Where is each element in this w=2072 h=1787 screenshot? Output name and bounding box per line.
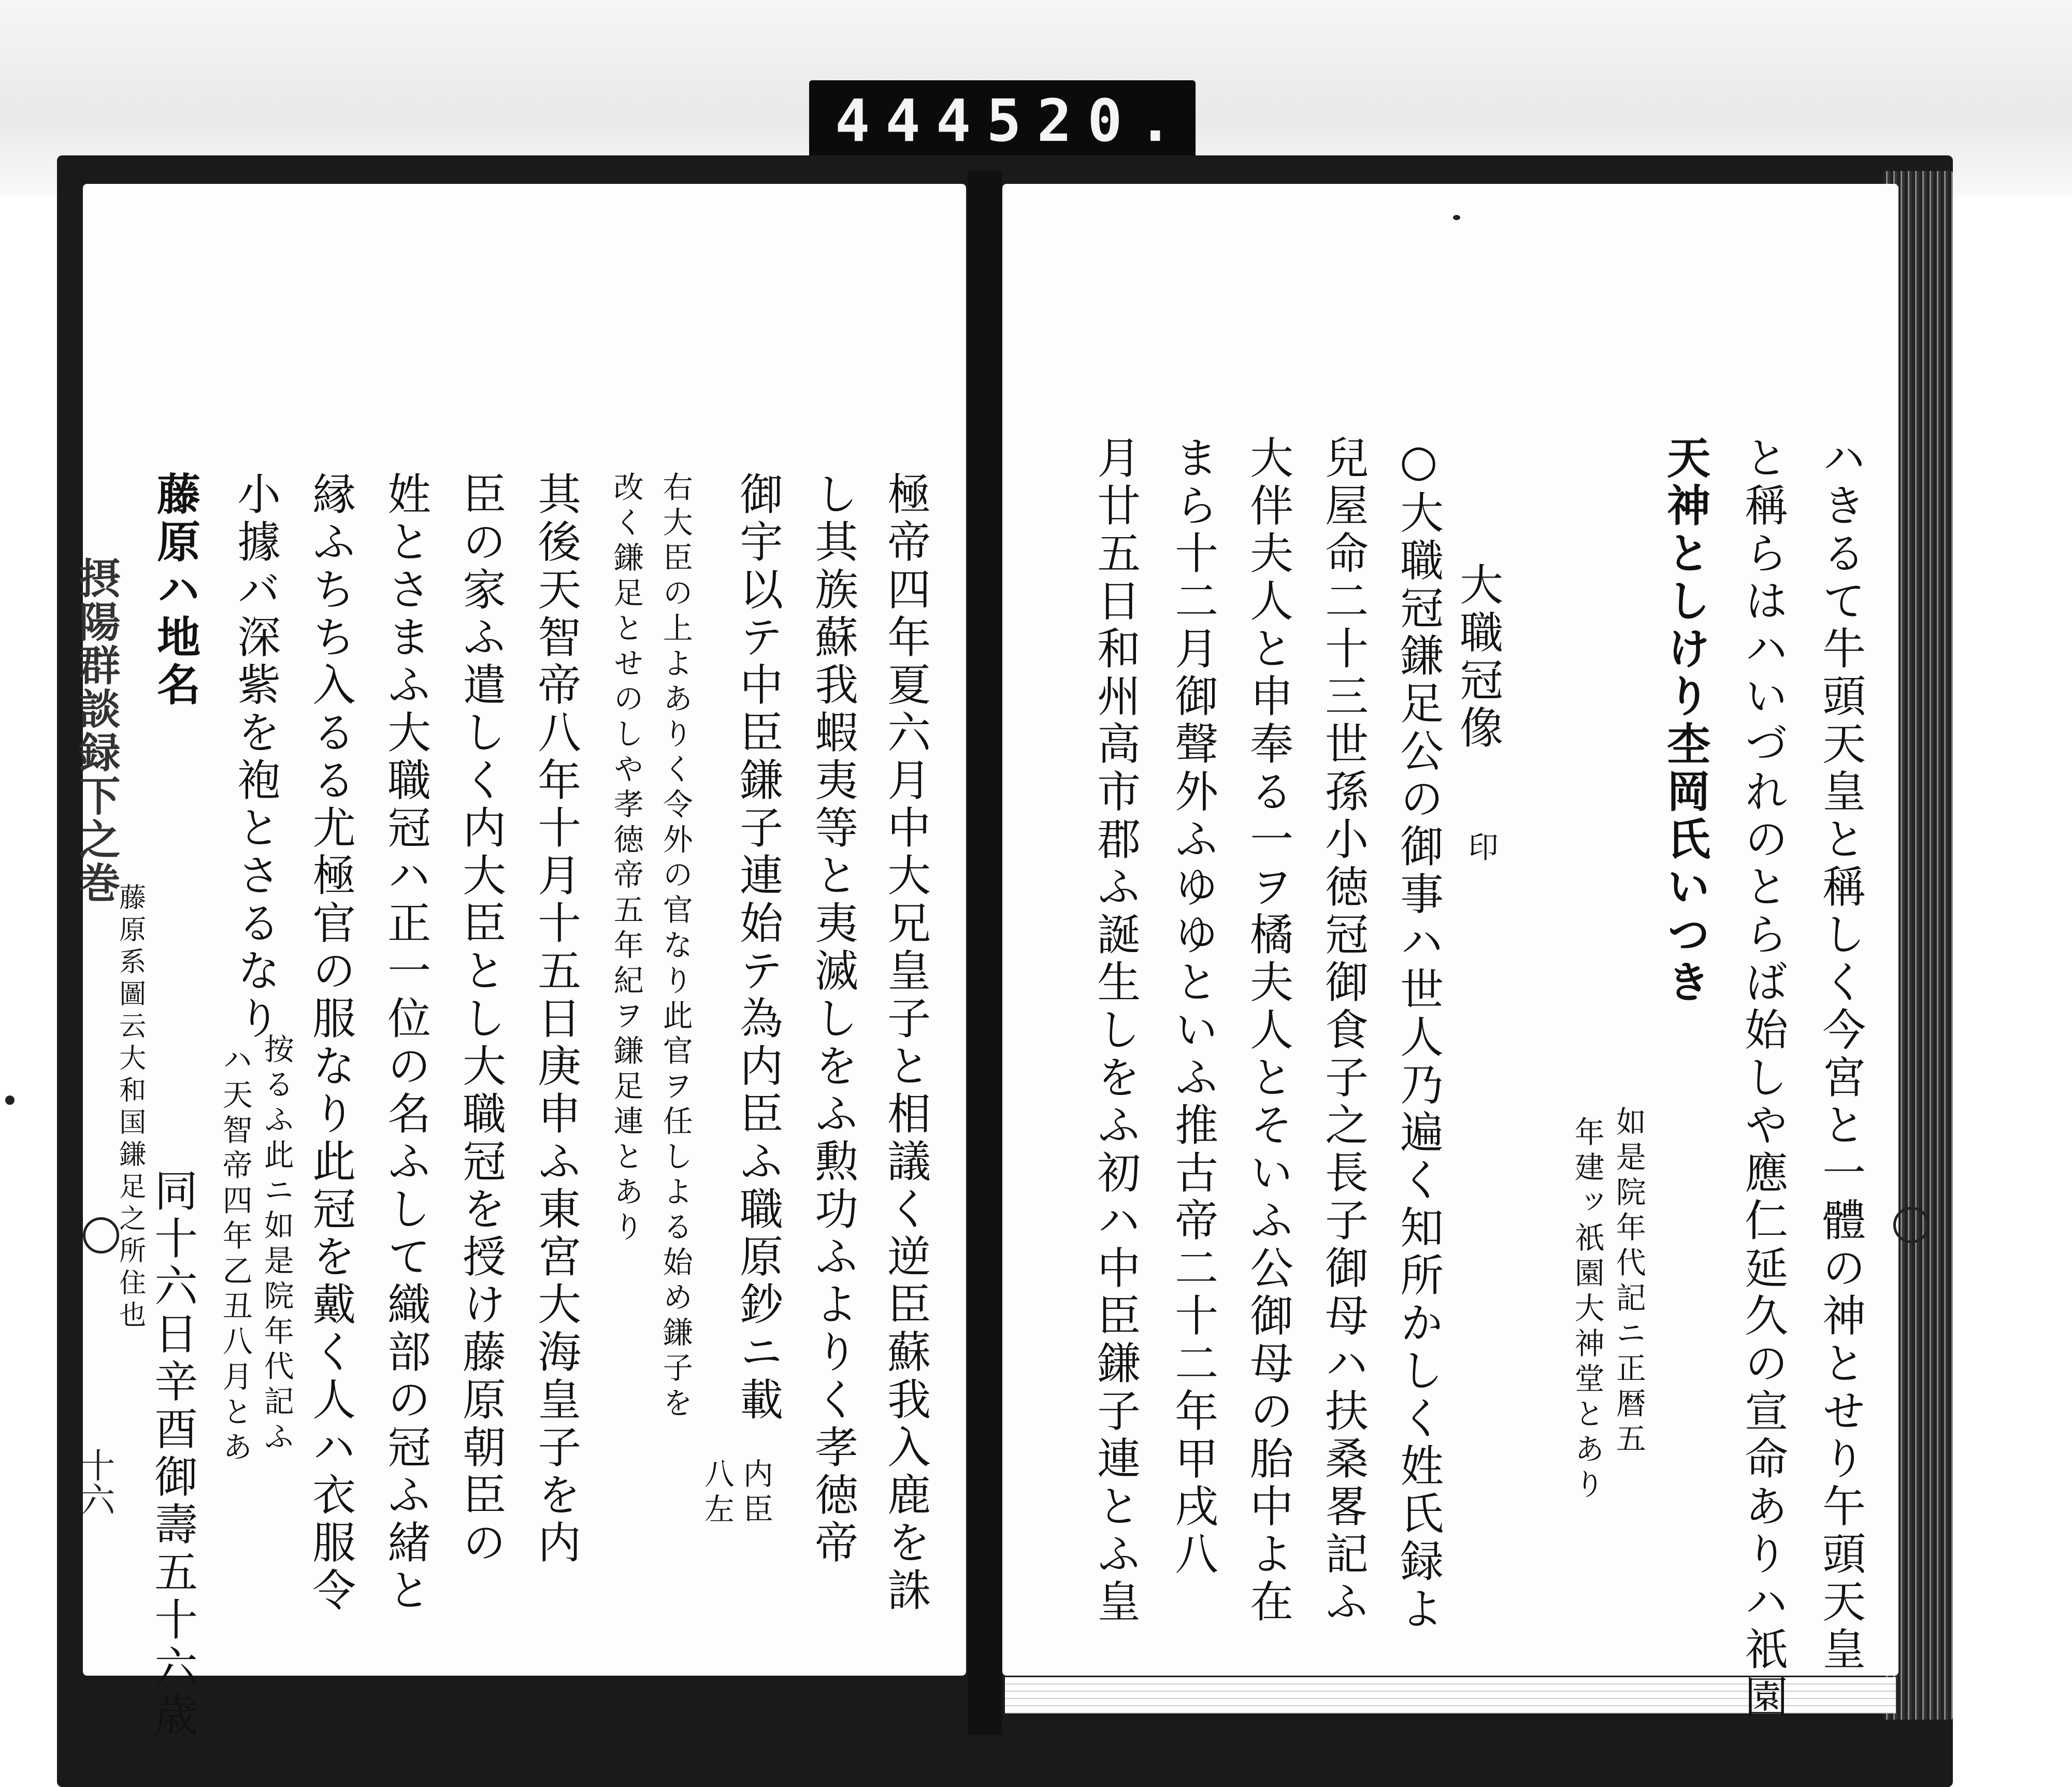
text-column: 藤原ハ地名	[150, 471, 202, 710]
annotation-column: 藤原系圖云大和国鎌足之所住也	[114, 883, 146, 1333]
annotation-column: ハ天智帝四年乙丑八月とあ	[217, 1044, 253, 1466]
annotation-column: 如是院年代記ニ正暦五	[1610, 1106, 1646, 1458]
ink-speck	[5, 1096, 15, 1105]
text-column: ○大職冠鎌足公の御事ハ世人乃遍く知所かしく姓氏録よ	[1393, 435, 1444, 1634]
running-head: 摂陽群談録下之巻	[72, 557, 121, 905]
text-column: まら十二月御聲外ふゆゆといふ推古帝二十二年甲戌八	[1168, 435, 1219, 1579]
right-page	[1002, 184, 1898, 1722]
text-column: 極帝四年夏六月中大兄皇子と相議く逆臣蘇我入鹿を誅	[880, 471, 931, 1615]
text-column: 姓とさまふ大職冠ハ正一位の名ふして織部の冠ふ緒と	[380, 471, 431, 1615]
ink-speck	[1453, 215, 1460, 220]
text-column: 同十六日辛酉御壽五十六歳	[147, 1168, 198, 1740]
text-column: ハきるて牛頭天皇と稱しく今宮と一體の神とせり午頭天皇	[1815, 435, 1866, 1674]
text-column: 大伴夫人と申奉る一ヲ橘夫人とそいふ公御母の胎中よ在	[1243, 435, 1294, 1626]
text-column: 縁ふちち入るる尤極官の服なり此冠を戴く人ハ衣服令	[305, 471, 356, 1615]
annotation-column: 年建ッ祇園大神堂とあり	[1569, 1116, 1605, 1504]
text-column: 其後天智帝八年十月十五日庚申ふ東宮大海皇子を内	[530, 471, 582, 1567]
heading-mark: 印	[1463, 831, 1499, 867]
annotation-column: 内臣	[738, 1458, 773, 1529]
text-column: 兒屋命二十三世孫小徳冠御食子之長子御母ハ扶桑畧記ふ	[1318, 435, 1369, 1626]
left-page	[72, 184, 966, 1740]
text-column: と稱らはハいづれのとらば始しや應仁延久の宣命ありハ祇園	[1737, 435, 1789, 1722]
book-spine	[968, 171, 1002, 1735]
binding-hole-icon	[83, 1217, 119, 1253]
annotation-column: 改く鎌足とせのしや孝徳帝五年紀ヲ鎌足連とあり	[608, 471, 644, 1246]
annotation-column: 右大臣の上よありく令外の官なり此官ヲ任しよる始め鎌子を	[657, 471, 693, 1422]
text-column: 月廿五日和州高市郡ふ誕生しをふ初ハ中臣鎌子連とふ皇	[1090, 435, 1141, 1626]
folio-number: 十六	[75, 1448, 115, 1516]
plate-left-number: 444	[835, 88, 987, 155]
text-column: 御宇以テ中臣鎌子連始テ為内臣ふ職原鈔ニ載	[732, 471, 784, 1424]
text-column: し其族蘇我蝦夷等と夷滅しをふ勲功ふよりく孝徳帝	[808, 471, 859, 1567]
section-heading: 大職冠像	[1452, 562, 1504, 753]
plate-right-number: 520.	[986, 88, 1189, 155]
call-number-plate	[809, 80, 1196, 162]
text-column: 小據バ深紫を袍とさるなり	[230, 471, 281, 1043]
text-column: 臣の家ふ遣しく内大臣とし大職冠を授け藤原朝臣の	[455, 471, 507, 1567]
annotation-column: 八左	[699, 1458, 735, 1529]
annotation-column: 按るふ此ニ如是院年代記ふ	[258, 1033, 294, 1456]
text-column: 天神としけり杢岡氏いつき	[1660, 435, 1711, 1007]
binding-hole-icon	[1893, 1207, 1930, 1243]
